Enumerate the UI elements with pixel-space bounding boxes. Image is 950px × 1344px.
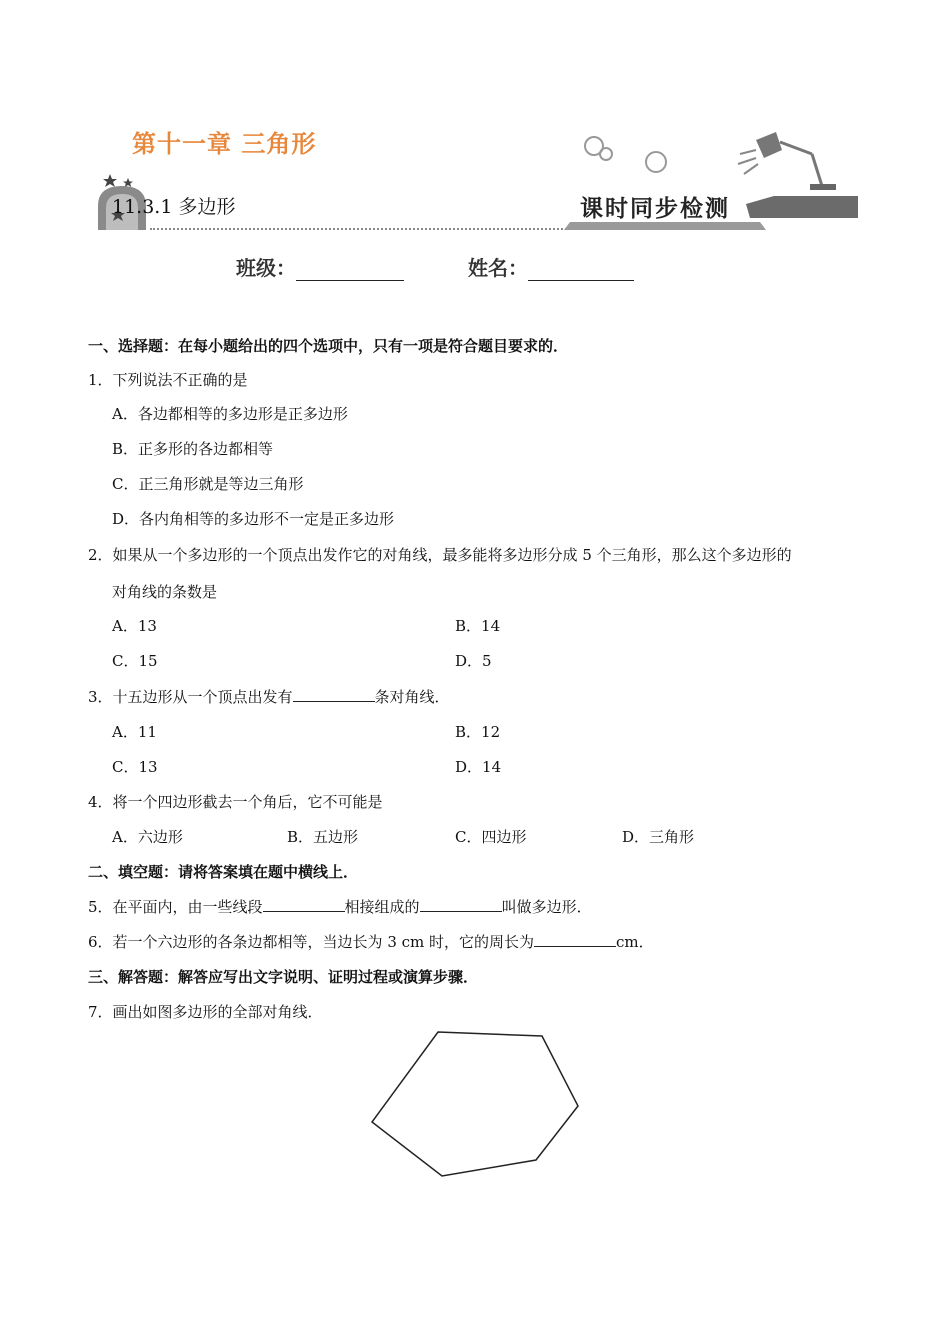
hexagon-shape — [372, 1032, 578, 1176]
name-blank[interactable] — [528, 260, 634, 281]
section-heading: 一、选择题：在每小题给出的四个选项中，只有一项是符合题目要求的． — [88, 337, 569, 355]
question-1-stem: 1．下列说法不正确的是 — [88, 371, 248, 389]
header-divider — [150, 228, 570, 230]
q3-option-b: B．12 — [455, 723, 501, 741]
q2-option-b: B．14 — [455, 617, 501, 635]
q3-stem-pre: 3．十五边形从一个顶点出发有 — [88, 688, 293, 706]
question-2-stem: 2．如果从一个多边形的一个顶点出发作它的对角线，最多能将多边形分成 5 个三角形，那么这个多边形的 — [88, 546, 792, 564]
q4-option-c: C．四边形 — [455, 828, 527, 846]
q1-option-c: C．正三角形就是等边三角形 — [112, 475, 304, 493]
q3-option-a: A．11 — [112, 723, 157, 741]
q5-blank-2[interactable] — [420, 897, 502, 912]
banner-title: 课时同步检测 — [580, 195, 730, 222]
name-label: 姓名： — [468, 256, 528, 280]
q4-option-d: D．三角形 — [622, 828, 695, 846]
q1-option-a: A．各边都相等的多边形是正多边形 — [112, 405, 348, 423]
bubbles-icon — [582, 134, 672, 178]
polygon-figure — [360, 1024, 590, 1184]
q6-part-1: 6．若一个六边形的各条边都相等，当边长为 3 cm 时，它的周长为 — [88, 933, 535, 951]
question-2-stem-cont: 对角线的条数是 — [112, 583, 218, 601]
section-heading: 三、解答题：解答应写出文字说明、证明过程或演算步骤． — [88, 968, 479, 986]
question-6 — [88, 932, 654, 952]
q6-blank[interactable] — [534, 932, 616, 947]
name-field[interactable] — [468, 252, 634, 281]
q2-option-a: A．13 — [112, 617, 157, 635]
q1-option-b: B．正多形的各边都相等 — [112, 440, 274, 458]
section-title: 11.3.1 多边形 — [112, 196, 236, 218]
chapter-title: 第十一章 三角形 — [132, 130, 317, 158]
question-5 — [88, 897, 592, 917]
q3-blank[interactable] — [293, 687, 375, 702]
q4-option-a: A．六边形 — [112, 828, 183, 846]
q1-option-d: D．各内角相等的多边形不一定是正多边形 — [112, 510, 395, 528]
q5-blank-1[interactable] — [263, 897, 345, 912]
desk-lamp-icon — [730, 128, 850, 198]
question-3-stem — [88, 687, 450, 707]
q4-option-b: B．五边形 — [287, 828, 359, 846]
class-field[interactable] — [236, 252, 404, 281]
class-label: 班级： — [236, 256, 296, 280]
q5-part-1: 5．在平面内，由一些线段 — [88, 898, 263, 916]
class-blank[interactable] — [296, 260, 404, 281]
q3-option-c: C．13 — [112, 758, 158, 776]
q3-stem-post: 条对角线． — [374, 688, 450, 706]
question-7-stem: 7．画出如图多边形的全部对角线． — [88, 1003, 323, 1021]
q5-part-2: 相接组成的 — [344, 898, 420, 916]
q6-part-2: cm． — [616, 933, 654, 951]
section-heading: 二、填空题：请将答案填在题中横线上． — [88, 863, 359, 881]
q5-part-3: 叫做多边形． — [501, 898, 592, 916]
question-4-stem: 4．将一个四边形截去一个角后，它不可能是 — [88, 793, 383, 811]
q2-option-c: C．15 — [112, 652, 158, 670]
q3-option-d: D．14 — [455, 758, 502, 776]
q2-option-d: D．5 — [455, 652, 492, 670]
